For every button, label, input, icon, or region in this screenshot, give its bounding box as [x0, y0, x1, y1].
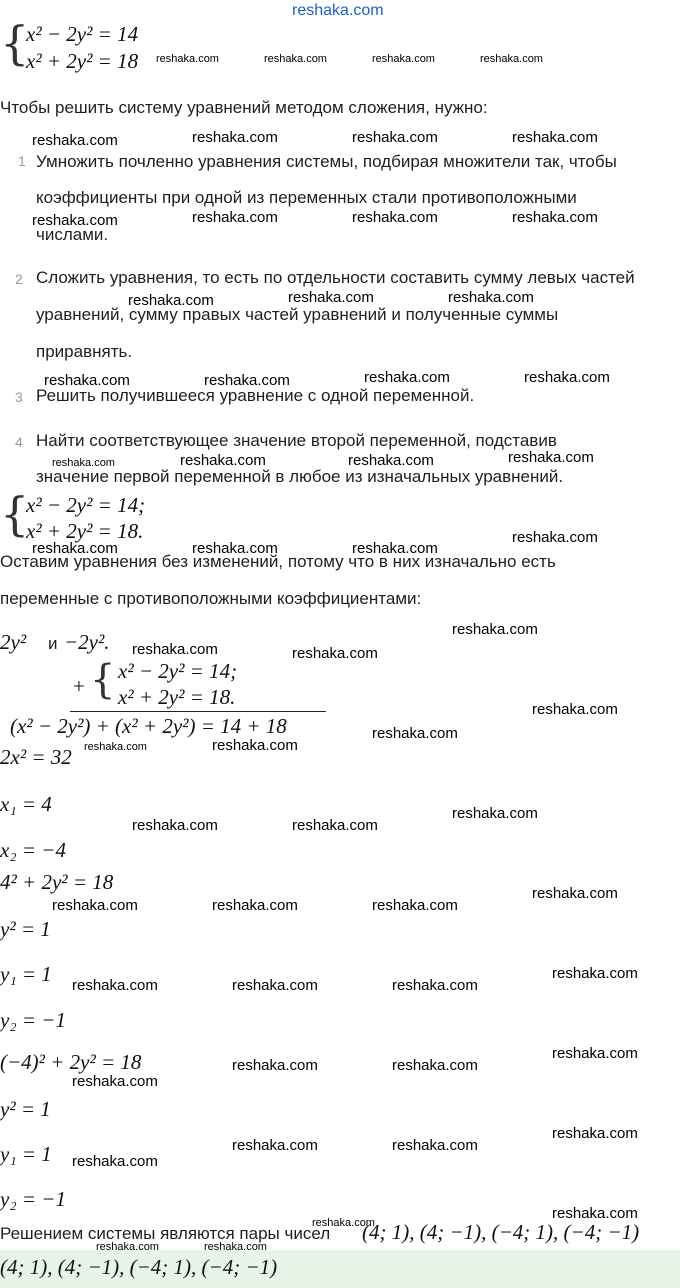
- step-2-line-2: уравнений, сумму правых частей уравнений и полученные суммы: [36, 305, 559, 324]
- addition-sum: (x² − 2y²) + (x² + 2y²) = 14 + 18: [10, 714, 287, 738]
- site-header-link[interactable]: reshaka.com: [292, 2, 384, 19]
- coef-and: и: [48, 634, 58, 653]
- watermark: reshaka.com: [132, 817, 218, 834]
- system-second-eq2: x² + 2y² = 18.: [26, 519, 144, 543]
- watermark: reshaka.com: [232, 1057, 318, 1074]
- watermark: reshaka.com: [52, 897, 138, 914]
- step-1-line-1: Умножить почленно уравнения системы, подбирая множители так, чтобы: [36, 152, 617, 171]
- system-second-eq1: x² − 2y² = 14;: [26, 493, 146, 517]
- addition-brace: {: [90, 657, 116, 703]
- work-line-5: y² = 1: [0, 917, 51, 941]
- answer-box: [0, 1250, 680, 1288]
- watermark: reshaka.com: [552, 965, 638, 982]
- step-2-line-3: приравнять.: [36, 342, 133, 361]
- watermark: reshaka.com: [452, 621, 538, 638]
- coef-b: −2y².: [64, 630, 110, 654]
- watermark: reshaka.com: [264, 53, 327, 65]
- watermark: reshaka.com: [96, 1241, 159, 1253]
- work-line-4: 4² + 2y² = 18: [0, 870, 114, 894]
- coef-a: 2y²: [0, 630, 27, 654]
- addition-eq2: x² + 2y² = 18.: [118, 685, 236, 709]
- watermark: reshaka.com: [552, 1045, 638, 1062]
- work-line-9: y² = 1: [0, 1097, 51, 1121]
- watermark: reshaka.com: [212, 737, 298, 754]
- watermark: reshaka.com: [128, 292, 214, 309]
- watermark: reshaka.com: [232, 977, 318, 994]
- watermark: reshaka.com: [552, 1205, 638, 1222]
- work-line-2: x₁ = 4: [0, 792, 52, 816]
- watermark: reshaka.com: [32, 132, 118, 149]
- watermark: reshaka.com: [72, 977, 158, 994]
- note-line-2: переменные с противоположными коэффициентами:: [0, 589, 422, 608]
- watermark: reshaka.com: [532, 701, 618, 718]
- watermark: reshaka.com: [180, 452, 266, 469]
- work-line-3: x₂ = −4: [0, 838, 66, 862]
- watermark: reshaka.com: [32, 212, 118, 229]
- watermark: reshaka.com: [84, 741, 147, 753]
- work-line-1: 2x² = 32: [0, 745, 72, 769]
- watermark: reshaka.com: [372, 725, 458, 742]
- watermark: reshaka.com: [524, 369, 610, 386]
- watermark: reshaka.com: [512, 529, 598, 546]
- watermark: reshaka.com: [156, 53, 219, 65]
- step-2-line-1: Сложить уравнения, то есть по отдельности составить сумму левых частей: [36, 268, 635, 287]
- watermark: reshaka.com: [192, 129, 278, 146]
- intro-text: Чтобы решить систему уравнений методом сложения, нужно:: [0, 98, 488, 117]
- work-line-10: y₁ = 1: [0, 1142, 52, 1166]
- watermark: reshaka.com: [292, 817, 378, 834]
- watermark: reshaka.com: [372, 897, 458, 914]
- watermark: reshaka.com: [364, 369, 450, 386]
- work-line-11: y₂ = −1: [0, 1187, 66, 1211]
- watermark: reshaka.com: [192, 540, 278, 557]
- watermark: reshaka.com: [352, 129, 438, 146]
- watermark: reshaka.com: [204, 1241, 267, 1253]
- plus-sign: +: [73, 674, 85, 698]
- watermark: reshaka.com: [292, 645, 378, 662]
- system-brace: {: [0, 16, 30, 70]
- step-3-number: 3: [15, 389, 23, 405]
- watermark: reshaka.com: [44, 372, 130, 389]
- system-top-eq1: x² − 2y² = 14: [26, 22, 139, 46]
- watermark: reshaka.com: [132, 641, 218, 658]
- conclusion-pairs: (4; 1), (4; −1), (−4; 1), (−4; −1): [362, 1220, 640, 1244]
- watermark: reshaka.com: [512, 209, 598, 226]
- watermark: reshaka.com: [552, 1125, 638, 1142]
- work-line-6: y₁ = 1: [0, 962, 52, 986]
- watermark: reshaka.com: [288, 289, 374, 306]
- step-4-line-1: Найти соответствующее значение второй переменной, подставив: [36, 431, 557, 450]
- answer-value: (4; 1), (4; −1), (−4; 1), (−4; −1): [0, 1255, 278, 1279]
- system-second-brace: {: [0, 487, 30, 541]
- step-4-line-2: значение первой переменной в любое из изначальных уравнений.: [36, 467, 564, 486]
- watermark: reshaka.com: [448, 289, 534, 306]
- work-line-8: (−4)² + 2y² = 18: [0, 1050, 142, 1074]
- note-line-1: Оставим уравнения без изменений, потому что в них изначально есть: [0, 552, 556, 571]
- watermark: reshaka.com: [508, 449, 594, 466]
- watermark: reshaka.com: [352, 209, 438, 226]
- sum-line: [70, 711, 326, 712]
- watermark: reshaka.com: [392, 1057, 478, 1074]
- step-1-number: 1: [18, 153, 26, 169]
- step-2-number: 2: [15, 271, 23, 287]
- watermark: reshaka.com: [372, 53, 435, 65]
- watermark: reshaka.com: [32, 540, 118, 557]
- addition-eq1: x² − 2y² = 14;: [118, 659, 238, 683]
- watermark: reshaka.com: [204, 372, 290, 389]
- watermark: reshaka.com: [232, 1137, 318, 1154]
- watermark: reshaka.com: [452, 805, 538, 822]
- watermark: reshaka.com: [480, 53, 543, 65]
- step-1-line-2: коэффициенты при одной из переменных стали противоположными: [36, 188, 577, 207]
- system-top-eq2: x² + 2y² = 18: [26, 49, 139, 73]
- work-line-7: y₂ = −1: [0, 1008, 66, 1032]
- conclusion-text: Решением системы являются пары чисел: [0, 1224, 331, 1243]
- step-1-line-3: числами.: [36, 225, 109, 244]
- watermark: reshaka.com: [352, 540, 438, 557]
- step-3-line-1: Решить получившееся уравнение с одной переменной.: [36, 386, 475, 405]
- watermark: reshaka.com: [392, 977, 478, 994]
- watermark: reshaka.com: [392, 1137, 478, 1154]
- watermark: reshaka.com: [192, 209, 278, 226]
- watermark: reshaka.com: [512, 129, 598, 146]
- watermark: reshaka.com: [212, 897, 298, 914]
- step-4-number: 4: [15, 434, 23, 450]
- watermark: reshaka.com: [52, 457, 115, 469]
- watermark: reshaka.com: [348, 452, 434, 469]
- watermark: reshaka.com: [72, 1073, 158, 1090]
- watermark: reshaka.com: [72, 1153, 158, 1170]
- watermark: reshaka.com: [532, 885, 618, 902]
- watermark: reshaka.com: [312, 1217, 375, 1229]
